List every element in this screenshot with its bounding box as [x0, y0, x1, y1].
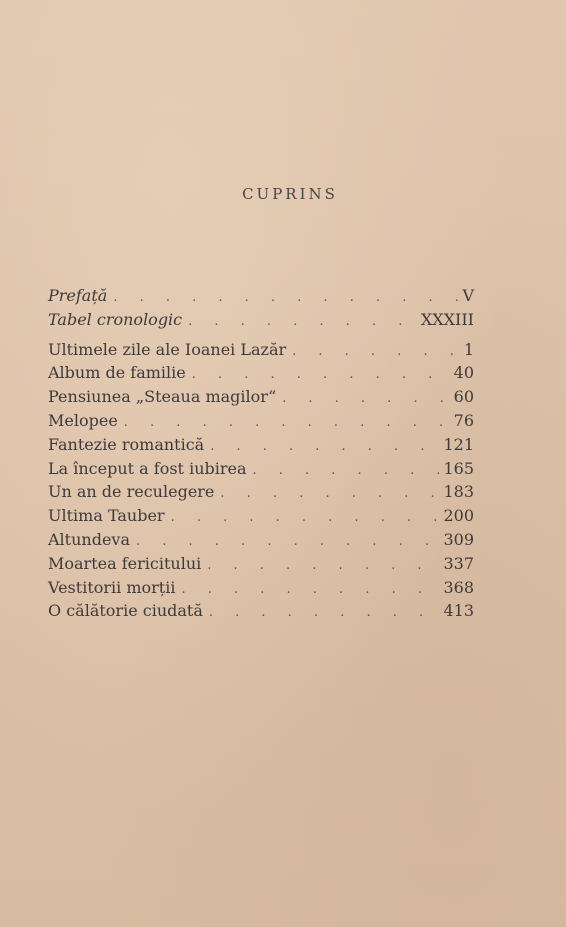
- toc-entry-page: 121: [443, 434, 474, 454]
- toc-entry: [48, 528, 474, 552]
- toc-entry-label: Tabel cronologic: [48, 309, 183, 329]
- toc-entry: [48, 599, 474, 623]
- toc-entry-page: 183: [443, 482, 474, 502]
- dot-leader: [292, 340, 460, 364]
- toc-entry-page: 40: [453, 363, 474, 383]
- dot-leader: [136, 530, 439, 554]
- toc-entry: [48, 361, 474, 385]
- page-title: CUPRINS: [242, 185, 338, 203]
- toc-entry-page: 1: [463, 339, 474, 359]
- table-of-contents: [48, 284, 474, 623]
- toc-entry-page: 309: [443, 529, 474, 549]
- dot-leader: [209, 601, 440, 625]
- toc-entry: [48, 576, 474, 600]
- toc-entry: [48, 385, 474, 409]
- toc-entry: [48, 552, 474, 576]
- toc-entry-label: Melopee: [48, 410, 118, 430]
- toc-entry-page: 76: [453, 410, 474, 430]
- dot-leader: [192, 363, 450, 387]
- dot-leader: [253, 459, 440, 483]
- toc-entry-label: Prefață: [48, 286, 108, 305]
- toc-entry-page: 200: [443, 506, 474, 526]
- toc-entry-page: V: [462, 286, 474, 305]
- toc-entry: [48, 338, 474, 362]
- dot-leader: [220, 482, 439, 506]
- toc-entry: [48, 409, 474, 433]
- toc-entry-label: Ultimele zile ale Ioanei Lazăr: [48, 339, 287, 359]
- toc-entry-preface: [48, 284, 474, 308]
- dot-leader: [282, 387, 450, 411]
- toc-entry-page: 413: [443, 601, 474, 621]
- toc-entry-label: Altundeva: [48, 529, 130, 549]
- toc-entry-page: 368: [443, 577, 474, 597]
- toc-entry: [48, 504, 474, 528]
- toc-entry-label: Ultima Tauber: [48, 506, 165, 526]
- toc-entry: [48, 433, 474, 457]
- dot-leader: [207, 554, 439, 578]
- toc-entry-page: XXXIII: [420, 309, 474, 329]
- dot-leader: [188, 310, 417, 334]
- toc-entry-chronology: [48, 308, 474, 332]
- toc-entry: [48, 480, 474, 504]
- dot-leader: [171, 506, 440, 530]
- toc-entry-page: 337: [443, 553, 474, 573]
- toc-entry: [48, 457, 474, 481]
- toc-entry-page: 165: [443, 458, 474, 478]
- dot-leader: [210, 435, 439, 459]
- toc-entry-label: Album de familie: [48, 363, 186, 383]
- toc-entry-label: O călătorie ciudată: [48, 601, 203, 621]
- toc-entry-label: Vestitorii morții: [48, 577, 176, 597]
- toc-entry-label: La început a fost iubirea: [48, 458, 247, 478]
- dot-leader: [113, 286, 458, 310]
- toc-entry-label: Un an de reculegere: [48, 482, 215, 502]
- toc-entry-label: Pensiunea „Steaua magilor“: [48, 387, 277, 407]
- dot-leader: [124, 411, 450, 435]
- toc-entry-label: Moartea fericitului: [48, 553, 202, 573]
- toc-entry-label: Fantezie romantică: [48, 434, 205, 454]
- toc-entry-page: 60: [453, 387, 474, 407]
- dot-leader: [181, 578, 439, 602]
